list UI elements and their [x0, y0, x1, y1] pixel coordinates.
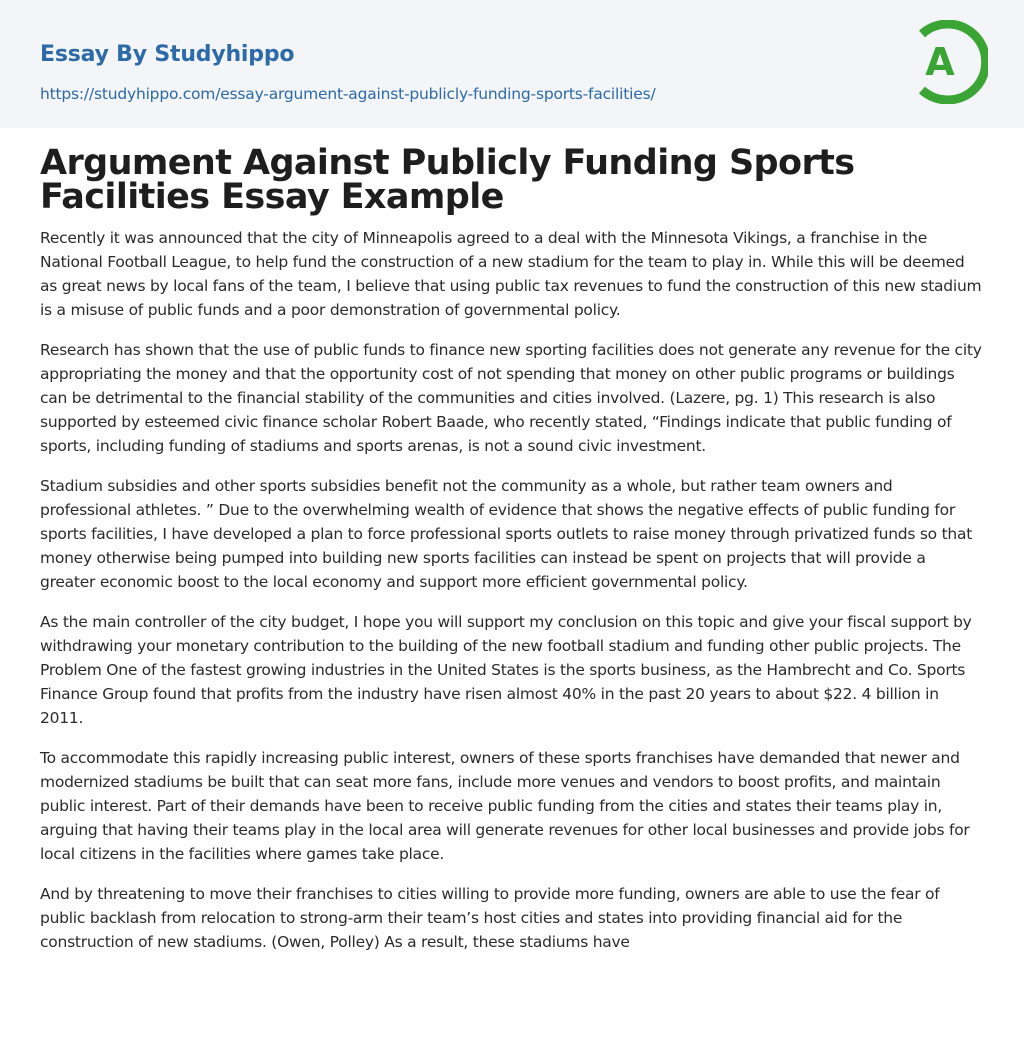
logo-letter: A — [925, 40, 955, 84]
article-paragraph: Research has shown that the use of public funds to finance new sporting facilities does not generate any revenue for the city appropriating the money and that the opportunity cost of not spending that money on other public programs or buildings can be detrimental to the financial stability of the communities and cities involved. (Lazere, pg. 1) This research is also supported by esteemed civic finance scholar Robert Baade, who recently stated, “Findings indicate that public funding of sports, including funding of stadiums and sports arenas, is not a sound civic investment. — [40, 341, 982, 455]
article-title: Argument Against Publicly Funding Sports Facilities Essay Example — [40, 143, 855, 217]
source-url-link[interactable]: https://studyhippo.com/essay-argument-against-publicly-funding-sports-facilities/ — [40, 85, 656, 103]
article-paragraph: To accommodate this rapidly increasing public interest, owners of these sports franchises have demanded that newer and modernized stadiums be built that can seat more fans, include more venues and vendors to boost profits, and maintain public interest. Part of their demands have been to receive public funding from the cities and states their teams play in, arguing that having their teams play in the local area will generate revenues for other local businesses and provide jobs for local citizens in the facilities where games take place. — [40, 749, 970, 863]
article-paragraph: And by threatening to move their franchises to cities willing to provide more funding, owners are able to use the fear of public backlash from relocation to strong-arm their team’s host cities and states into providing financial aid for the construction of new stadiums. (Owen, Polley) As a result, these stadiums have — [40, 885, 940, 951]
article — [40, 143, 984, 954]
article-paragraph: Recently it was announced that the city of Minneapolis agreed to a deal with the Minnesota Vikings, a franchise in the National Football League, to help fund the construction of a new stadium for the team to play in. While this will be deemed as great news by local fans of the team, I believe that using public tax revenues to fund the construction of this new stadium is a misuse of public funds and a poor demonstration of governmental policy. — [40, 229, 982, 319]
studyhippo-logo-icon[interactable] — [904, 20, 988, 104]
site-header — [0, 0, 1024, 128]
site-brand[interactable]: Essay By Studyhippo — [40, 42, 295, 67]
article-paragraph: Stadium subsidies and other sports subsidies benefit not the community as a whole, but rather team owners and professional athletes. ” Due to the overwhelming wealth of evidence that shows the negative effects of public funding for sports facilities, I have developed a plan to force professional sports outlets to raise money through privatized funds so that money otherwise being pumped into building new sports facilities can instead be spent on projects that will provide a greater economic boost to the local economy and support more efficient governmental policy. — [40, 477, 973, 591]
article-paragraph: As the main controller of the city budget, I hope you will support my conclusion on this topic and give your fiscal support by withdrawing your monetary contribution to the building of the new football stadium and funding other public projects. The Problem One of the fastest growing industries in the United States is the sports business, as the Hambrecht and Co. Sports Finance Group found that profits from the industry have risen almost 40% in the past 20 years to about $22. 4 billion in 2011. — [40, 613, 972, 727]
